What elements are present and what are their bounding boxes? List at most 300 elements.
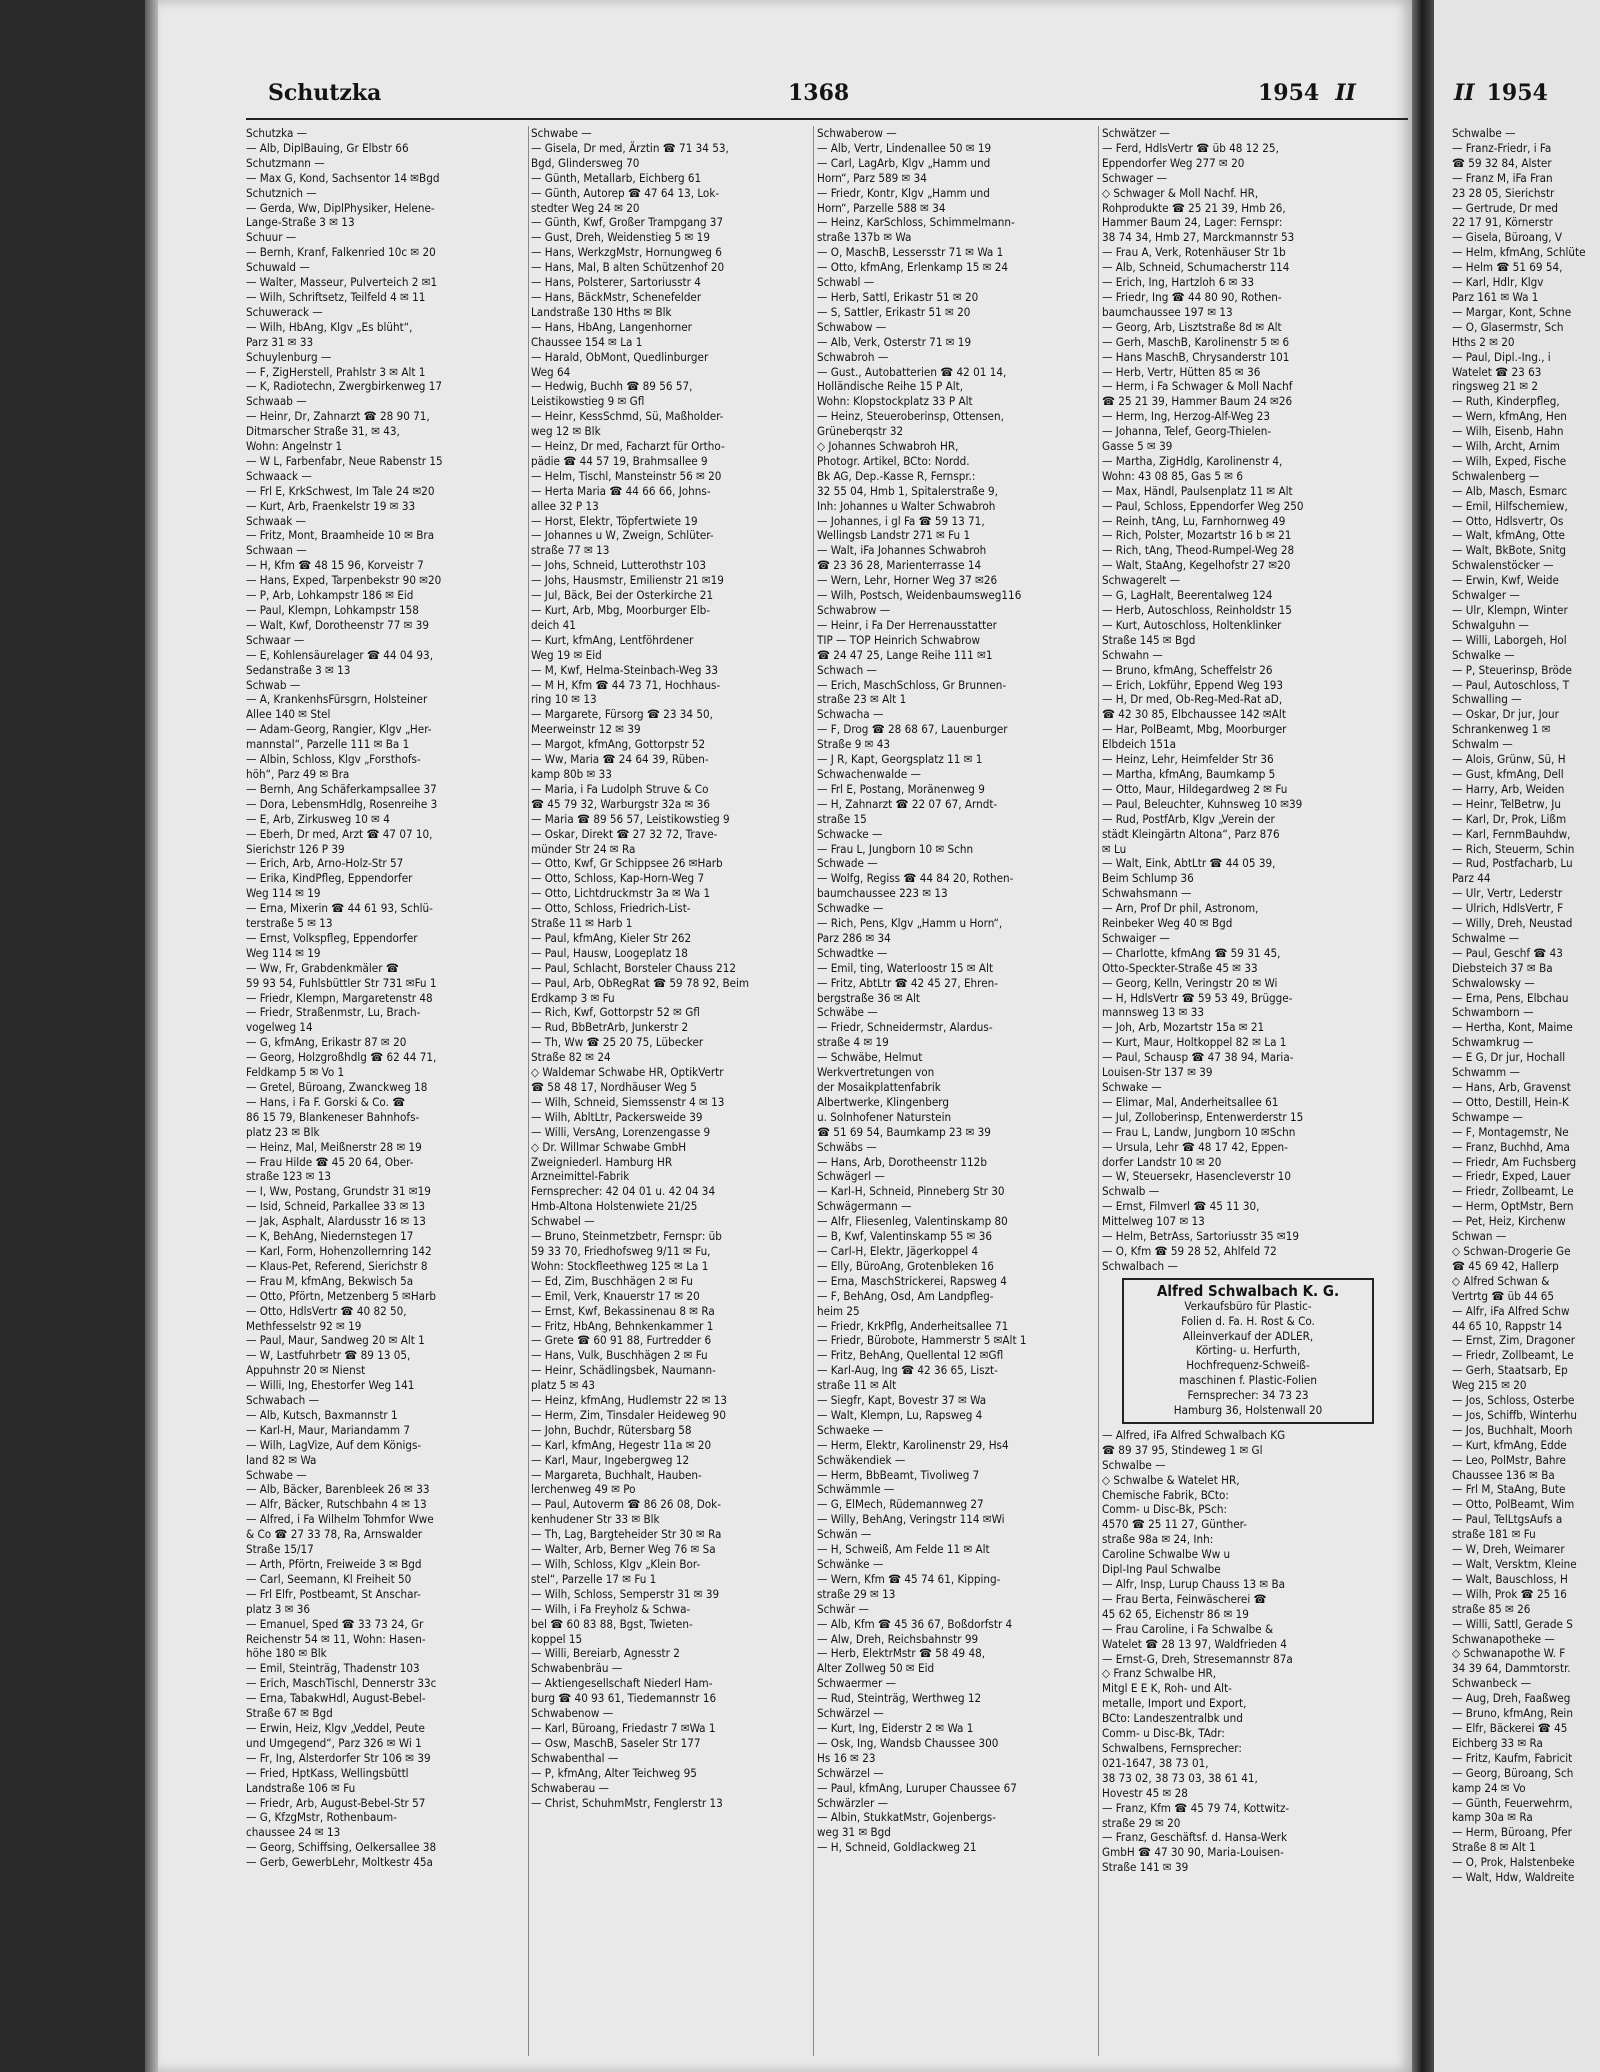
directory-entry-line: — Harry, Arb, Weiden [1452,781,1565,796]
directory-entry-line: Schwalger — [1452,588,1520,603]
directory-entry-line: — F, Drog ☎ 28 68 67, Lauenburger [817,722,1008,737]
directory-entry-line: — K, BehAng, Niedernstegen 17 [246,1229,414,1244]
directory-entry-line: ◇ Schwalbe & Watelet HR, [1102,1472,1240,1487]
directory-entry-line: — Alfr, iFa Alfred Schw [1452,1303,1570,1318]
directory-entry-line: — Wern, kfmAng, Hen [1452,409,1567,424]
directory-entry-line: straße 137b ✉ Wa [817,230,912,245]
directory-entry-line: platz 5 ✉ 43 [531,1378,596,1393]
directory-entry-line: — Emil, Steinträg, Thadenstr 103 [246,1661,420,1676]
directory-entry-line: — Th, Ww ☎ 25 20 75, Lübecker [531,1035,704,1050]
directory-entry-line: — Heinr, Dr, Zahnarzt ☎ 28 90 71, [246,409,430,424]
directory-entry-line: — Wilh, Prok ☎ 25 16 [1452,1586,1567,1601]
directory-entry-line: Allee 140 ✉ Stel [246,707,331,722]
directory-entry-line: — Alfr, Insp, Lurup Chauss 13 ✉ Ba [1102,1577,1286,1591]
directory-entry-line: & Co ☎ 27 33 78, Ra, Arnswalder [246,1527,423,1542]
directory-entry-line: — Maria, i Fa Ludolph Struve & Co [531,781,709,796]
directory-entry-line: — Herb, Sattl, Erikastr 51 ✉ 20 [817,289,979,304]
directory-entry-line: — Martha, ZigHdlg, Karolinenstr 4, [1102,453,1283,468]
directory-entry-line: — Ww, Maria ☎ 24 64 39, Rüben- [531,752,709,767]
directory-entry-line: — Gerh, Staatsarb, Ep [1452,1363,1568,1378]
directory-entry-line: — Leo, PolMstr, Bahre [1452,1452,1566,1467]
directory-entry-line: GmbH ☎ 47 30 90, Maria-Louisen- [1102,1845,1284,1860]
directory-entry-line: Sierichstr 126 P 39 [246,841,345,856]
directory-entry-line: ☎ 42 30 85, Elbchaussee 142 ✉Alt [1102,707,1286,722]
directory-entry-line: kamp 80b ✉ 33 [531,766,612,781]
directory-entry-line: 59 33 70, Friedhofsweg 9/11 ✉ Fu, [531,1243,711,1258]
directory-entry-line: — Alb, Schneid, Schumacherstr 114 [1102,260,1290,275]
directory-entry-line: Schwalenberg — [1452,468,1540,483]
directory-entry-line: Landstraße 130 Hths ✉ Blk [531,304,672,319]
directory-entry-line: 38 74 34, Hmb 27, Marckmannstr 53 [1102,230,1295,245]
directory-entry-line: — Wilh, Exped, Fische [1452,453,1567,468]
directory-entry-line: — Friedr, Am Fuchsberg [1452,1154,1577,1169]
directory-entry-line: — Rich, Polster, Mozartstr 16 b ✉ 21 [1102,528,1292,543]
directory-entry-line: 34 39 64, Dammtorstr. [1452,1661,1571,1676]
directory-entry-line: — Wilh, HbAng, Klgv „Es blüht“, [246,319,413,334]
directory-entry-line: kamp 24 ✉ Vo [1452,1780,1526,1795]
directory-entry-line: münder Str 24 ✉ Ra [531,841,636,856]
directory-entry-line: und Umgegend“, Parz 326 ✉ Wi 1 [246,1735,422,1750]
directory-entry-line: — O, MaschB, Lessersstr 71 ✉ Wa 1 [817,245,1004,260]
directory-entry-line: — O, Glasermstr, Sch [1452,319,1564,334]
directory-entry-line: Parz 31 ✉ 33 [246,334,314,349]
directory-entry-line: Parz 286 ✉ 34 [817,930,891,945]
directory-entry-line: — Karl, Form, Hohenzollernring 142 [246,1243,432,1258]
directory-entry-line: — Wilh, Schloss, Semperstr 31 ✉ 39 [531,1586,720,1601]
directory-entry-line: Schwabel — [531,1214,595,1229]
directory-entry-line: — Paul, Schloss, Eppendorfer Weg 250 [1102,498,1304,513]
directory-entry-line: — Georg, Arb, Lisztstraße 8d ✉ Alt [1102,319,1282,334]
directory-entry-line: — Wern, Lehr, Horner Weg 37 ✉26 [817,573,998,588]
directory-entry-line: — Horst, Elektr, Töpfertwiete 19 [531,513,698,528]
directory-entry-line: — Kurt, kfmAng, Edde [1452,1437,1567,1452]
directory-entry-line: — Frau A, Verk, Rotenhäuser Str 1b [1102,245,1286,260]
directory-entry-line: straße 181 ✉ Fu [1452,1527,1536,1542]
directory-entry-line: — P, Arb, Lohkampstr 186 ✉ Eid [246,588,414,603]
directory-entry-line: Schwalme — [1452,930,1520,945]
directory-entry-line: — Wolfg, Regiss ☎ 44 84 20, Rothen- [817,871,1014,886]
directory-entry-line: Holländische Reihe 15 P Alt, [817,379,964,394]
directory-entry-line: Elbdeich 151a [1102,737,1177,752]
directory-entry-line: — Johanna, Telef, Georg-Thielen- [1102,424,1272,439]
directory-entry-line: Schwänke — [817,1557,884,1571]
directory-entry-line: — Rud, BbBetrArb, Junkerstr 2 [531,1020,689,1035]
directory-entry-line: — H, HdlsVertr ☎ 59 53 49, Brügge- [1102,990,1293,1005]
directory-entry-line: — Erna, TabakwHdl, August-Bebel- [246,1691,426,1706]
directory-entry-line: — Gisela, Dr med, Ärztin ☎ 71 34 53, [531,140,729,155]
column-divider [813,126,814,2056]
directory-entry-line: — Otto, Lichtdruckmstr 3a ✉ Wa 1 [531,886,711,901]
directory-entry-line: allee 32 P 13 [531,498,599,513]
directory-entry-line: — Alb, Verk, Osterstr 71 ✉ 19 [817,334,972,349]
directory-entry-line: — Helm, BetrAss, Sartoriusstr 35 ✉19 [1102,1229,1299,1244]
directory-entry-line: — H, Dr med, Ob-Reg-Med-Rat aD, [1102,692,1283,707]
directory-entry-line: — Hans MaschB, Chrysanderstr 101 [1102,349,1290,364]
directory-entry-line: straße 123 ✉ 13 [246,1169,332,1184]
directory-entry-line: Alter Zollweg 50 ✉ Eid [817,1661,935,1676]
directory-entry-line: BCto: Landeszentralbk und [1102,1711,1243,1726]
directory-entry-line: — Elimar, Mal, Anderheitsallee 61 [1102,1094,1279,1109]
directory-entry-line: straße 11 ✉ Alt [817,1378,897,1393]
directory-entry-line: — Kurt, Maur, Holtkoppel 82 ✉ La 1 [1102,1035,1287,1050]
directory-entry-line: Straße 9 ✉ 43 [817,737,890,752]
directory-entry-line: — Alfr, Bäcker, Rutschbahn 4 ✉ 13 [246,1497,427,1512]
directory-entry-line: Otto-Speckter-Straße 45 ✉ 33 [1102,960,1258,975]
directory-entry-line: Diebsteich 37 ✉ Ba [1452,960,1553,975]
directory-entry-line: — W, Lastfuhrbetr ☎ 89 13 05, [246,1348,411,1363]
directory-entry-line: ◇ Schwan-Drogerie Ge [1452,1243,1571,1258]
directory-entry-line: Reinbeker Weg 40 ✉ Bgd [1102,916,1233,931]
directory-entry-line: — H, Kfm ☎ 48 15 96, Korveistr 7 [246,558,424,573]
directory-entry-line: Comm- u Disc-Bk, TAdr: [1102,1726,1225,1741]
directory-entry-line: — Walt, Klempn, Lu, Rapsweg 4 [817,1407,983,1422]
directory-entry-line: — Paul, Arb, ObRegRat ☎ 59 78 92, Beim [531,975,750,990]
directory-entry-line: Schwabenthal — [531,1750,619,1765]
directory-entry-line: Schwamkrug — [1452,1035,1534,1050]
directory-entry-line: — Otto, Schloss, Friedrich-List- [531,901,691,916]
ad-line: maschinen f. Plastic-Folien [1179,1373,1317,1388]
directory-entry-line: Grüneberqstr 32 [817,424,904,439]
directory-entry-line: — Willi, Bereiarb, Agnesstr 2 [531,1646,680,1661]
directory-entry-line: — Karl-H, Schneid, Pinneberg Str 30 [817,1184,1005,1199]
directory-entry-line: — Walt, iFa Johannes Schwabroh [817,543,987,558]
directory-entry-line: — E G, Dr jur, Hochall [1452,1050,1566,1065]
directory-entry-line: — Otto, Destill, Hein-K [1452,1094,1569,1109]
directory-entry-line: — Margarete, Fürsorg ☎ 23 34 50, [531,707,713,722]
directory-entry-line: — Paul, Autoschloss, T [1452,677,1570,692]
directory-entry-line: Schwanapotheke — [1452,1631,1555,1646]
directory-entry-line: — J R, Kapt, Georgsplatz 11 ✉ 1 [817,752,983,767]
directory-entry-line: Watelet ☎ 28 13 97, Waldfrieden 4 [1102,1636,1287,1651]
directory-entry-line: — G, LagHalt, Beerentalweg 124 [1102,588,1273,603]
directory-entry-line: — Friedr, Kontr, Klgv „Hamm und [817,185,990,200]
directory-entry-line: — Jos, Schloss, Osterbe [1452,1393,1575,1408]
directory-entry-line: — Wilh, Schriftsetz, Teilfeld 4 ✉ 11 [246,289,426,304]
directory-entry-line: — Karl, Maur, Ingebergweg 12 [531,1452,690,1467]
directory-entry-line: — Erich, Lokführ, Eppend Weg 193 [1102,677,1284,692]
directory-entry-line: — Heinr, TelBetrw, Ju [1452,796,1561,811]
page-header [268,80,1408,116]
directory-entry-line: — Reinh, tAng, Lu, Farnhornweg 49 [1102,513,1286,528]
directory-entry-line: — Karl-Aug, Ing ☎ 42 36 65, Liszt- [817,1363,998,1378]
directory-entry-line: — Wilh, Postsch, Weidenbaumsweg116 [817,588,1022,603]
directory-entry-line: — Bruno, Steinmetzbetr, Fernspr: üb [531,1229,722,1244]
directory-entry-line: — P, kfmAng, Alter Teichweg 95 [531,1765,697,1780]
directory-entry-line: — Johs, Schneid, Lutterothstr 103 [531,558,706,573]
directory-entry-line: — Hans, i Fa F. Gorski & Co. ☎ [246,1094,406,1109]
directory-entry-line: — Emil, ting, Waterloostr 15 ✉ Alt [817,960,994,975]
directory-entry-line: ☎ 58 48 17, Nordhäuser Weg 5 [531,1080,697,1094]
directory-entry-line: Schwaab — [246,394,307,409]
directory-entry-line: ring 10 ✉ 13 [531,692,597,707]
directory-entry-line: Schwabe — [531,126,592,140]
directory-entry-line: — Bruno, kfmAng, Rein [1452,1706,1573,1721]
directory-entry-line: — Gretel, Büroang, Zwanckweg 18 [246,1080,428,1094]
directory-entry-line: Wohn: Klopstockplatz 33 P Alt [817,394,973,409]
directory-entry-line: Weg 64 [531,364,571,379]
header-year: 1954 II [1258,80,1356,106]
directory-entry-line: ☎ 24 47 25, Lange Reihe 111 ✉1 [817,647,993,662]
directory-entry-line: — Jak, Asphalt, Alardusstr 16 ✉ 13 [246,1214,426,1229]
directory-entry-line: — Ww, Fr, Grabdenkmäler ☎ [246,960,399,975]
directory-entry-line: Straße 15/17 [246,1542,314,1557]
directory-entry-line: — Ed, Zim, Buschhägen 2 ✉ Fu [531,1273,693,1288]
directory-entry-line: — Johannes, i gl Fa ☎ 59 13 71, [817,513,985,528]
directory-entry-line: — Paul, Hausw, Loogeplatz 18 [531,945,688,960]
directory-entry-line: — Emanuel, Sped ☎ 33 73 24, Gr [246,1616,424,1631]
directory-entry-line: — Margareta, Buchhalt, Hauben- [531,1467,702,1482]
directory-entry-line: Parz 161 ✉ Wa 1 [1452,289,1539,304]
directory-entry-line: lerchenweg 49 ✉ Po [531,1482,636,1497]
directory-entry-line: ☎ 45 69 42, Hallerp [1452,1258,1559,1273]
directory-entry-line: mannsweg 13 ✉ 33 [1102,1005,1205,1020]
directory-entry-line: — Karl, Büroang, Friedastr 7 ✉Wa 1 [531,1720,716,1735]
directory-entry-line: Schuwerack — [246,304,323,319]
directory-entry-line: — Fritz, BehAng, Quellental 12 ✉Gfl [817,1348,1004,1363]
directory-entry-line: Schwan — [1452,1229,1507,1244]
directory-entry-line: — Friedr, Ing ☎ 44 80 90, Rothen- [1102,289,1282,304]
directory-entry-line: Schwalm — [1452,737,1513,752]
directory-entry-line: Schwalb — [1102,1184,1160,1199]
directory-entry-line: ☎ 51 69 54, Baumkamp 23 ✉ 39 [817,1124,991,1139]
directory-entry-line: — Willi, VersAng, Lorenzengasse 9 [531,1124,711,1139]
directory-entry-line: — Bernh, Kranf, Falkenried 10c ✉ 20 [246,245,436,260]
directory-entry-line: — Johannes u W, Zweign, Schlüter- [531,528,714,543]
directory-entry-line: Schwägerl — [817,1169,885,1184]
directory-entry-line: Eppendorfer Weg 277 ✉ 20 [1102,155,1245,170]
directory-entry-line: Wohn: Angelnstr 1 [246,439,343,454]
directory-entry-line: vogelweg 14 [246,1020,313,1035]
directory-entry-line: — Osw, MaschB, Saseler Str 177 [531,1735,701,1750]
directory-entry-line: — Günth, Kwf, Großer Trampgang 37 [531,215,724,230]
directory-entry-line: — Paul, Geschf ☎ 43 [1452,945,1563,960]
directory-entry-line: — Ernst, Kwf, Bekassinenau 8 ✉ Ra [531,1303,715,1318]
directory-entry-line: — Charlotte, kfmAng ☎ 59 31 45, [1102,945,1281,960]
directory-entry-line: Horn“, Parz 589 ✉ 34 [817,170,927,185]
directory-entry-line: — Herm, OptMstr, Bern [1452,1199,1574,1214]
directory-entry-line: Hs 16 ✉ 23 [817,1750,876,1765]
directory-entry-line: Mitgl E E K, Roh- und Alt- [1102,1681,1232,1696]
directory-entry-line: — Klaus-Pet, Referend, Sierichstr 8 [246,1258,428,1273]
directory-entry-line: 86 15 79, Blankeneser Bahnhofs- [246,1109,420,1124]
directory-entry-line: — Günth, Metallarb, Eichberg 61 [531,170,702,185]
directory-entry-line: — Eberh, Dr med, Arzt ☎ 47 07 10, [246,826,433,841]
directory-entry-line: — Max, Händl, Paulsenplatz 11 ✉ Alt [1102,483,1293,498]
directory-entry-line: Schwahn — [1102,647,1163,662]
directory-entry-line: — Kurt, kfmAng, Lentföhrdener [531,632,694,647]
directory-entry-line: — Frau Caroline, i Fa Schwalbe & [1102,1621,1274,1636]
directory-entry-line: — Alfr, Fliesenleg, Valentinskamp 80 [817,1214,1008,1229]
directory-entry-line: — Erich, MaschSchloss, Gr Brunnen- [817,677,1007,692]
directory-entry-line: 23 28 05, Sierichstr [1452,185,1555,200]
directory-entry-line: terstraße 5 ✉ 13 [246,916,333,931]
directory-entry-line: deich 41 [531,617,576,632]
directory-entry-line: — Alw, Dreh, Reichsbahnstr 99 [817,1631,979,1646]
ad-title: Alfred Schwalbach K. G. [1156,1281,1340,1300]
directory-entry-line: — Ulr, Klempn, Winter [1452,603,1568,617]
directory-entry-line: — Otto, Schloss, Kap-Horn-Weg 7 [531,871,705,886]
directory-entry-line: — Georg, Kelln, Veringstr 20 ✉ Wi [1102,975,1278,990]
directory-entry-line: Albertwerke, Klingenberg [817,1094,950,1109]
directory-entry-line: — Helm, kfmAng, Schlüte [1452,245,1586,260]
directory-entry-line: — S, Sattler, Erikastr 51 ✉ 20 [817,304,971,319]
directory-entry-line: koppel 15 [531,1631,583,1646]
directory-entry-line: baumchaussee 197 ✉ 13 [1102,304,1233,319]
directory-entry-line: — Wilh, i Fa Freyholz & Schwa- [531,1601,691,1616]
directory-entry-line: — Carl, LagArb, Klgv „Hamm und [817,155,991,170]
directory-entry-line: Schwärzler — [817,1795,889,1810]
directory-entry-line: Chemische Fabrik, BCto: [1102,1487,1229,1502]
directory-entry-line: 38 73 02, 38 73 03, 38 61 41, [1102,1770,1258,1785]
directory-entry-line: straße 98a ✉ 24, Inh: [1102,1532,1214,1547]
directory-entry-line: — Fritz, Mont, Braamheide 10 ✉ Bra [246,528,435,543]
directory-entry-line: — Siegfr, Kapt, Bovestr 37 ✉ Wa [817,1393,987,1408]
directory-entry-line: — Hans, Polsterer, Sartoriusstr 4 [531,275,701,290]
directory-entry-line: — Gust., Autobatterien ☎ 42 01 14, [817,364,1007,379]
directory-entry-line: — Elfr, Bäckerei ☎ 45 [1452,1720,1568,1735]
directory-entry-line: Straße 11 ✉ Harb 1 [531,916,633,931]
directory-entry-line: Schwabow — [817,319,887,334]
directory-entry-line: straße 4 ✉ 19 [817,1035,889,1050]
directory-entry-line: straße 85 ✉ 26 [1452,1601,1531,1616]
directory-entry-line: — Albin, StukkatMstr, Gojenbergs- [817,1810,996,1825]
directory-entry-line: Schwacke — [817,826,883,841]
directory-entry-line: Schwaermer — [817,1676,897,1691]
directory-entry-line: Wohn: 43 08 85, Gas 5 ✉ 6 [1102,468,1243,483]
directory-entry-line: — Fritz, AbtLtr ☎ 42 45 27, Ehren- [817,975,998,990]
directory-entry-line: — Gerda, Ww, DiplPhysiker, Helene- [246,200,435,215]
directory-entry-line: Schwaak — [246,513,307,528]
directory-entry-line: — Heinz, Lehr, Heimfelder Str 36 [1102,752,1274,767]
directory-entry-line: Weg 114 ✉ 19 [246,945,321,960]
directory-entry-line: Straße 8 ✉ Alt 1 [1452,1840,1536,1855]
directory-entry-line: — Herb, Autoschloss, Reinholdstr 15 [1102,603,1292,617]
facing-page-column [1452,126,1600,1885]
directory-entry-line: kenhudener Str 33 ✉ Blk [531,1512,660,1527]
directory-entry-line: — Herm, Büroang, Pfer [1452,1825,1572,1840]
directory-entry-line: — Dora, LebensmHdlg, Rosenreihe 3 [246,796,438,811]
directory-entry-line: Schwamborn — [1452,1005,1534,1020]
directory-entry-line: dorfer Landstr 10 ✉ 20 [1102,1154,1222,1169]
directory-entry-line: ☎ 59 32 84, Alster [1452,155,1552,170]
directory-entry-line: — F, ZigHerstell, Prahlstr 3 ✉ Alt 1 [246,364,426,379]
directory-entry-line: Schwaack — [246,468,312,483]
directory-entry-line: Schwab — [246,677,301,692]
directory-entry-line: heim 25 [817,1303,860,1318]
directory-entry-line: — Gisela, Büroang, V [1452,230,1563,245]
directory-entry-line: Louisen-Str 137 ✉ 39 [1102,1065,1213,1080]
directory-entry-line: — Hans, Exped, Tarpenbekstr 90 ✉20 [246,573,442,588]
directory-entry-line: — Hans, WerkzgMstr, Hornungweg 6 [531,245,722,260]
directory-entry-line: ◇ Johannes Schwabroh HR, [817,439,959,454]
directory-entry-line: Chaussee 154 ✉ La 1 [531,334,643,349]
directory-entry-line: Schwämmle — [817,1482,895,1497]
directory-entry-line: Schwanbeck — [1452,1676,1532,1691]
directory-entry-line: — Th, Lag, Bargteheider Str 30 ✉ Ra [531,1527,722,1542]
directory-entry-line: Straße 67 ✉ Bgd [246,1706,333,1721]
directory-entry-line: pädie ☎ 44 57 19, Brahmsallee 9 [531,453,708,468]
directory-entry-line: Straße 145 ✉ Bgd [1102,632,1196,647]
directory-entry-line: — Rich, tAng, Theod-Rumpel-Weg 28 [1102,543,1295,558]
directory-entry-line: Schwagerelt — [1102,573,1181,588]
directory-entry-line: — Otto, HdlsVertr ☎ 40 82 50, [246,1303,407,1318]
directory-entry-line: — Walt, Bauschloss, H [1452,1571,1568,1586]
directory-entry-line: 22 17 91, Körnerstr [1452,215,1553,230]
directory-entry-line: Appuhnstr 20 ✉ Nienst [246,1363,366,1378]
directory-entry-line: — Frau Berta, Feinwäscherei ☎ [1102,1591,1267,1606]
directory-entry-line: — Hans, Arb, Gravenst [1452,1080,1571,1094]
directory-entry-line: — Herm, BbBeamt, Tivoliweg 7 [817,1467,980,1482]
directory-entry-line: — Gertrude, Dr med [1452,200,1559,215]
directory-entry-line: — Alb, Kutsch, Baxmannstr 1 [246,1407,398,1422]
directory-entry-line: Schwachenwalde — [817,766,921,781]
directory-entry-line: — Ernst-G, Dreh, Stresemannstr 87a [1102,1651,1293,1666]
directory-entry-line: Schwalguhn — [1452,617,1529,632]
directory-entry-line: Weg 215 ✉ 20 [1452,1378,1527,1393]
directory-entry-line: — M H, Kfm ☎ 44 73 71, Hochhaus- [531,677,721,692]
directory-entry-line: 32 55 04, Hmb 1, Spitalerstraße 9, [817,483,998,498]
directory-entry-line: — Elly, BüroAng, Grotenbleken 16 [817,1258,994,1273]
directory-entry-line: Schwaberow — [817,126,897,140]
directory-entry-line: 59 93 54, Fuhlsbüttler Str 731 ✉Fu 1 [246,975,437,990]
directory-entry-line: Schwärzel — [817,1765,884,1780]
directory-entry-line: — Friedr, Zollbeamt, Le [1452,1184,1574,1199]
directory-entry-line: baumchaussee 223 ✉ 13 [817,886,948,901]
directory-entry-line: — P, Steuerinsp, Bröde [1452,662,1572,677]
directory-entry-line: — Gerb, GewerbLehr, Moltkestr 45a [246,1855,433,1870]
directory-entry-line: der Mosaikplattenfabrik [817,1080,941,1094]
directory-entry-line: chaussee 24 ✉ 13 [246,1825,341,1840]
directory-entry-line: Chaussee 136 ✉ Ba [1452,1467,1555,1482]
directory-entry-line: straße 77 ✉ 13 [531,543,610,558]
directory-entry-line: — Günth, Autorep ☎ 47 64 13, Lok- [531,185,720,200]
directory-entry-line: Comm- u Disc-Bk, PSch: [1102,1502,1228,1517]
directory-entry-line: — Friedr, Exped, Lauer [1452,1169,1571,1184]
directory-entry-line: ◇ Franz Schwalbe HR, [1102,1666,1217,1681]
directory-entry-line: — Erwin, Kwf, Weide [1452,573,1559,588]
directory-entry-line: — Friedr, Schneidermstr, Alardus- [817,1020,993,1035]
directory-entry-line: — Rud, Postfacharb, Lu [1452,856,1573,871]
directory-entry-line: — Gust, kfmAng, Dell [1452,766,1564,781]
directory-entry-line: — Fried, HptKass, Wellingsbüttl [246,1765,409,1780]
directory-entry-line: — Ernst, Zim, Dragoner [1452,1333,1576,1348]
directory-entry-line: Schwade — [817,856,878,871]
directory-entry-line: Schuur — [246,230,297,245]
directory-entry-line: — Schwäbe, Helmut [817,1050,923,1065]
directory-entry-line: mannstal“, Parzelle 111 ✉ Ba 1 [246,737,410,752]
directory-entry-line: — Ernst, Volkspfleg, Eppendorfer [246,930,418,945]
directory-entry-line: Sedanstraße 3 ✉ 13 [246,662,351,677]
directory-entry-line: — Erna, Mixerin ☎ 44 61 93, Schlü- [246,901,433,916]
directory-entry-line: — W L, Farbenfabr, Neue Rabenstr 15 [246,453,443,468]
directory-entry-line: Lange-Straße 3 ✉ 13 [246,215,355,230]
directory-entry-line: — Hans, Arb, Dorotheenstr 112b [817,1154,987,1169]
directory-entry-line: — Walter, Arb, Berner Weg 76 ✉ Sa [531,1542,716,1557]
directory-entry-line: — Hedwig, Buchh ☎ 89 56 57, [531,379,693,394]
directory-entry-line: Straße 141 ✉ 39 [1102,1860,1189,1875]
directory-entry-line: — Friedr, KrkPflg, Anderheitsallee 71 [817,1318,1009,1333]
directory-entry-line: — Alb, Masch, Esmarc [1452,483,1568,498]
directory-entry-line: platz 3 ✉ 36 [246,1601,311,1616]
directory-entry-line: — Walt, Versktm, Kleine [1452,1557,1577,1571]
directory-entry-line: — Friedr, Arb, August-Bebel-Str 57 [246,1795,426,1810]
column-4 [1102,126,1408,1875]
directory-entry-line: — Rich, Pens, Klgv „Hamm u Horn“, [817,916,1003,931]
directory-entry-line: — Pet, Heiz, Kirchenw [1452,1214,1566,1229]
directory-entry-line: Schwadke — [817,901,884,916]
directory-entry-line: Beim Schlump 36 [1102,871,1194,886]
directory-entry-line: — Franz-Friedr, i Fa [1452,140,1552,155]
